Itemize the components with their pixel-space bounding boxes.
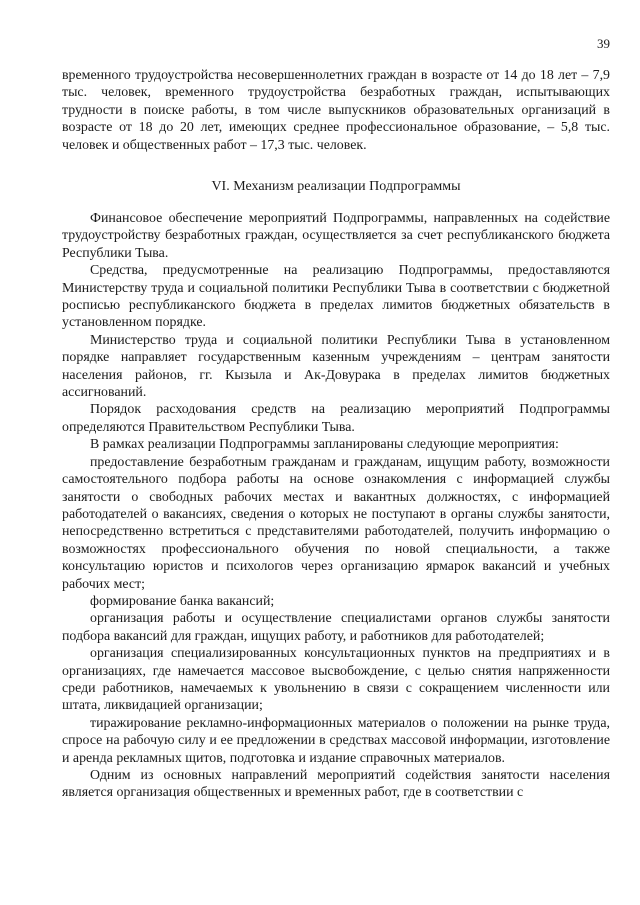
paragraph-financing: Финансовое обеспечение мероприятий Подпрограммы, направленных на содействие трудоустройству безработных граждан, осуществляется за счет республиканского бюджета Республики Тыва. bbox=[62, 211, 610, 261]
paragraph-vacancy-selection: организация работы и осуществление специалистами органов службы занятости подбора вакансий для граждан, ищущих работу, и работников для работодателей; bbox=[62, 611, 610, 644]
paragraph-spending-order: Порядок расходования средств на реализацию мероприятий Подпрограммы определяются Правительством Республики Тыва. bbox=[62, 402, 610, 435]
page-number: 39 bbox=[597, 36, 610, 51]
paragraph-public-works: Одним из основных направлений мероприятий содействия занятости населения является организация общественных и временных работ, где в соответствии с bbox=[62, 768, 610, 801]
paragraph-consultation-points: организация специализированных консультационных пунктов на предприятиях и в организациях, где намечается массовое высвобождение, с целью снятия напряженности среди работников, намечаемых к увольнению в связи с сокращением численности или штата, ликвидацией организации; bbox=[62, 646, 610, 714]
intro-text-block bbox=[62, 67, 610, 154]
paragraph-job-fairs: предоставление безработным гражданам и гражданам, ищущим работу, возможности самостоятельного подбора работы на основе ознакомления с информацией службы занятости о свободных рабочих местах и вакантных должностях, с информацией работодателей о вакансиях, сведения о которых не поступают в органы службы занятости, непосредственно встретиться с представителями работодателей, получить информацию о возможностях профессионального обучения по новой специальности, а также консультацию юристов и психологов через организацию ярмарок вакансий и учебных рабочих мест; bbox=[62, 454, 610, 592]
section-heading: VI. Механизм реализации Подпрограммы bbox=[211, 179, 461, 194]
paragraph-advertising: тиражирование рекламно-информационных материалов о положении на рынке труда, спросе на рабочую силу и ее предложении в средствах массовой информации, изготовление и аренда рекламных щитов, подготовка и издание справочных материалов. bbox=[62, 715, 610, 766]
intro-paragraph: временного трудоустройства несовершеннолетних граждан в возрасте от 14 до 18 лет – 7,9 тыс. человек, временного трудоустройства безработных граждан, испытывающих трудности в поиске работы, в том числе выпускников образовательных организаций в возрасте от 18 до 20 лет, имеющих среднее профессиональное образование, – 5,8 тыс. человек и общественных работ – 17,3 тыс. человек. bbox=[62, 68, 610, 153]
paragraph-vacancy-bank: формирование банка вакансий; bbox=[90, 593, 275, 609]
paragraph-funds: Средства, предусмотренные на реализацию Подпрограммы, предоставляются Министерству труда и социальной политики Республики Тыва в соответствии с бюджетной росписью республиканского бюджета в пределах лимитов бюджетных обязательств в установленном порядке. bbox=[62, 263, 610, 331]
paragraph-ministry: Министерство труда и социальной политики Республики Тыва в установленном порядке направляет государственным казенным учреждениям – центрам занятости населения районов, гг. Кызыла и Ак-Довурака в пределах лимитов бюджетных ассигнований. bbox=[62, 332, 610, 401]
main-text-block bbox=[62, 210, 610, 802]
paragraph-planned-measures: В рамках реализации Подпрограммы запланированы следующие мероприятия: bbox=[90, 437, 559, 453]
